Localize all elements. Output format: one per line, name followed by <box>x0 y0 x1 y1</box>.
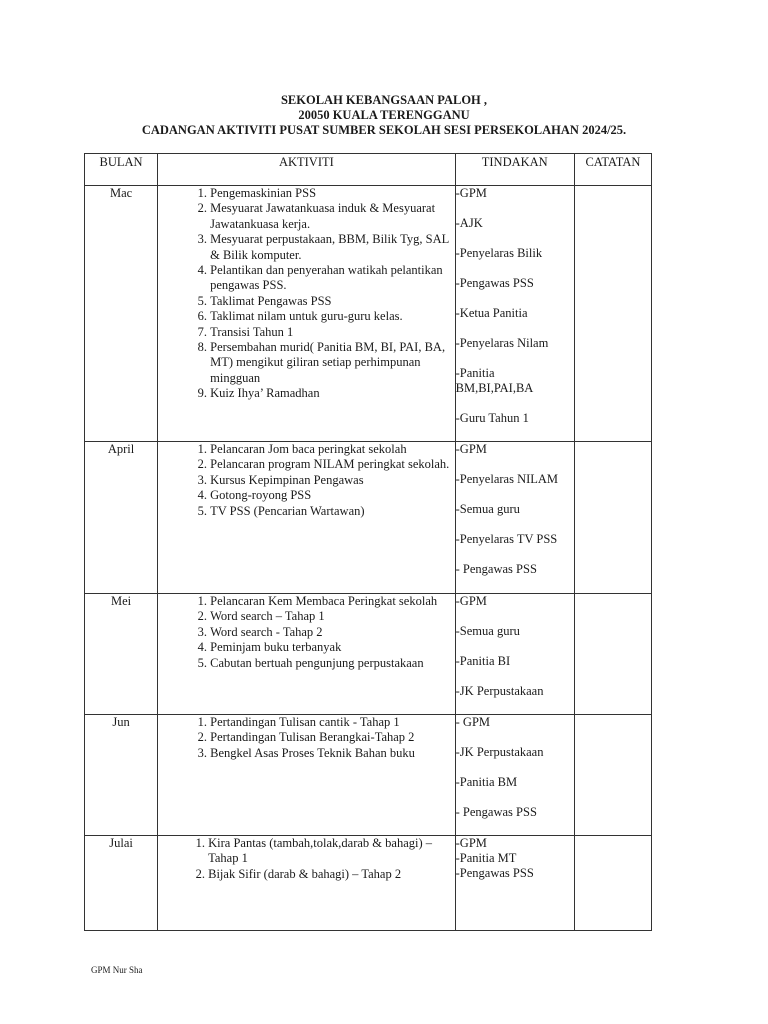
action-item: - GPM <box>455 715 491 729</box>
action-item: -Panitia MT <box>455 851 517 865</box>
list-item: 2. Pelancaran program NILAM peringkat sekolah. <box>210 457 455 472</box>
cell-aktiviti <box>158 186 456 442</box>
list-item: 3. Bengkel Asas Proses Teknik Bahan buku <box>210 746 455 761</box>
activity-list <box>158 442 455 519</box>
cell-aktiviti <box>158 715 456 836</box>
action-item: -Panitia BM <box>455 775 518 789</box>
header-catatan: CATATAN <box>574 154 651 186</box>
list-item: 5. TV PSS (Pencarian Wartawan) <box>210 504 455 519</box>
action-item: -JK Perpustakaan <box>455 684 544 698</box>
list-item: 2. Word search – Tahap 1 <box>210 609 455 624</box>
cell-bulan: April <box>85 442 158 594</box>
cell-tindakan <box>455 715 574 836</box>
action-item: -Semua guru <box>455 624 520 638</box>
list-item: 7. Transisi Tahun 1 <box>210 325 455 340</box>
document-title: CADANGAN AKTIVITI PUSAT SUMBER SEKOLAH SESI PERSEKOLAHAN 2024/25. <box>141 123 627 137</box>
action-item: -Pengawas PSS <box>455 276 534 290</box>
action-item: - Pengawas PSS <box>455 805 537 819</box>
cell-tindakan <box>455 186 574 442</box>
activity-plan-table <box>84 153 652 931</box>
table-row <box>85 594 652 715</box>
list-item: 3. Word search - Tahap 2 <box>210 625 455 640</box>
action-item: -Pengawas PSS <box>455 866 534 880</box>
list-item: 2. Bijak Sifir (darab & bahagi) – Tahap 2 <box>208 867 455 882</box>
table-header-row <box>85 154 652 186</box>
action-item: -Guru Tahun 1 <box>455 411 529 425</box>
action-item: -JK Perpustakaan <box>455 745 544 759</box>
cell-tindakan <box>455 594 574 715</box>
cell-catatan <box>574 594 651 715</box>
document-header <box>84 93 684 138</box>
action-item: -Ketua Panitia <box>455 306 528 320</box>
action-item: -Penyelaras Nilam <box>455 336 549 350</box>
list-item: 1. Pertandingan Tulisan cantik - Tahap 1 <box>210 715 455 730</box>
action-item: -GPM <box>455 836 487 850</box>
activity-list <box>158 594 455 671</box>
school-name: SEKOLAH KEBANGSAAN PALOH , <box>280 93 488 107</box>
table-row <box>85 836 652 931</box>
list-item: 5. Taklimat Pengawas PSS <box>210 294 455 309</box>
list-item: 2. Pertandingan Tulisan Berangkai-Tahap 2 <box>210 730 455 745</box>
activity-list <box>158 836 455 882</box>
list-item: 1. Pengemaskinian PSS <box>210 186 455 201</box>
footer-author: GPM Nur Sha <box>91 965 143 975</box>
action-item: -Panitia BM,BI,PAI,BA <box>455 366 534 395</box>
action-item: -Penyelaras NILAM <box>455 472 559 486</box>
action-item: -Panitia BI <box>455 654 511 668</box>
header-aktiviti: AKTIVITI <box>158 154 456 186</box>
list-item: 1. Pelancaran Jom baca peringkat sekolah <box>210 442 455 457</box>
activity-list <box>158 715 455 761</box>
cell-tindakan <box>455 836 574 931</box>
activity-list <box>158 186 455 402</box>
list-item: 1. Kira Pantas (tambah,tolak,darab & bahagi) –Tahap 1 <box>208 836 455 867</box>
list-item: 3. Mesyuarat perpustakaan, BBM, Bilik Tyg, SAL & Bilik komputer. <box>210 232 455 263</box>
list-item: 5. Cabutan bertuah pengunjung perpustakaan <box>210 656 455 671</box>
list-item: 3. Kursus Kepimpinan Pengawas <box>210 473 455 488</box>
cell-aktiviti <box>158 836 456 931</box>
cell-catatan <box>574 715 651 836</box>
cell-bulan: Julai <box>85 836 158 931</box>
list-item: 8. Persembahan murid( Panitia BM, BI, PAI, BA, MT) mengikut giliran setiap perhimpunan mingguan <box>210 340 455 386</box>
action-item: -Penyelaras TV PSS <box>455 532 558 546</box>
table-row <box>85 186 652 442</box>
table-row <box>85 442 652 594</box>
cell-bulan: Mac <box>85 186 158 442</box>
action-item: -GPM <box>455 186 487 200</box>
action-item: - Pengawas PSS <box>455 562 537 576</box>
action-item: -GPM <box>455 442 487 456</box>
action-item: -AJK <box>455 216 483 230</box>
cell-bulan: Jun <box>85 715 158 836</box>
list-item: 2. Mesyuarat Jawatankuasa induk & Mesyuarat Jawatankuasa kerja. <box>210 201 455 232</box>
cell-aktiviti <box>158 594 456 715</box>
action-item: -Semua guru <box>455 502 520 516</box>
cell-catatan <box>574 186 651 442</box>
header-tindakan: TINDAKAN <box>455 154 574 186</box>
list-item: 4. Pelantikan dan penyerahan watikah pelantikan pengawas PSS. <box>210 263 455 294</box>
list-item: 9. Kuiz Ihya’ Ramadhan <box>210 386 455 401</box>
list-item: 1. Pelancaran Kem Membaca Peringkat sekolah <box>210 594 455 609</box>
header-bulan: BULAN <box>85 154 158 186</box>
action-item: -Penyelaras Bilik <box>455 246 543 260</box>
cell-catatan <box>574 836 651 931</box>
list-item: 6. Taklimat nilam untuk guru-guru kelas. <box>210 309 455 324</box>
cell-aktiviti <box>158 442 456 594</box>
action-item: -GPM <box>455 594 487 608</box>
cell-catatan <box>574 442 651 594</box>
cell-bulan: Mei <box>85 594 158 715</box>
school-address: 20050 KUALA TERENGGANU <box>298 108 470 122</box>
list-item: 4. Gotong-royong PSS <box>210 488 455 503</box>
table-row <box>85 715 652 836</box>
cell-tindakan <box>455 442 574 594</box>
list-item: 4. Peminjam buku terbanyak <box>210 640 455 655</box>
